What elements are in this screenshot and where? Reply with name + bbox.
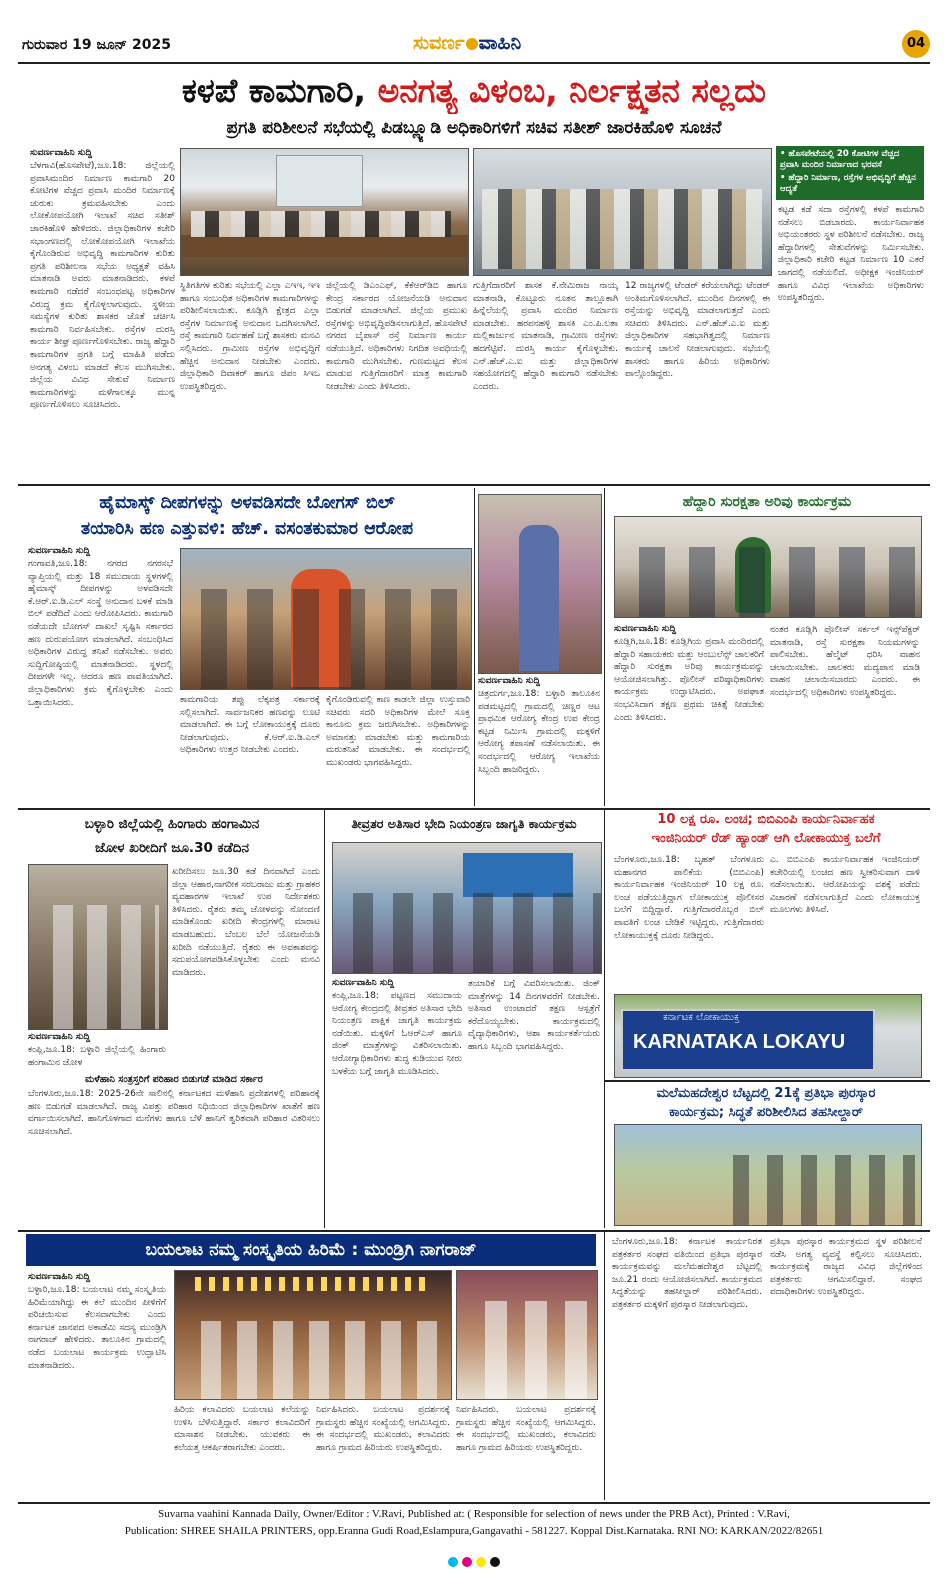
guests-row — [185, 1321, 441, 1399]
story6-headline-line2: ಜೋಳ ಖರೀದಿಗೆ ಜೂ.30 ಕಡೆದಿನ — [95, 840, 249, 856]
brand-sun-icon — [466, 38, 478, 50]
lead-headline-red: ಅನಗತ್ಯ ವಿಳಂಬ, ನಿರ್ಲಕ್ಷ್ಯತನ ಸಲ್ಲದು — [377, 71, 766, 110]
registration-marks — [18, 1552, 930, 1566]
story9-col-1: ಬಳ್ಳಾರಿ,ಜೂ.18: ಬಯಲಾಟ ನಮ್ಮ ಸಂಸ್ಕೃತಿಯ ಹಿರಿಮೆಯಾಗಿದ್ದು ಈ ಕಲೆ ಮುಂದಿನ ಪೀಳಿಗೆಗೆ ಪರಿಚಯಿಸುವ ಕೆಲಸವಾಗಬೇಕು ಎಂದು ಕರ್ನಾಟಕ ಜಾನಪದ ಅಕಾಡೆಮಿ ಸದಸ್ಯ ಮುಂಡ್ರಿಗಿ ನಾಗರಾಜ್ ಹೇಳಿದರು. ತಾಲೂಕಿನ ಗ್ರಾಮದಲ್ಲಿ ನಡೆದ ಬಯಲಾಟ ಕಾರ್ಯಕ್ರಮ ಉದ್ಘಾಟಿಸಿ ಮಾತನಾಡಿದರು. — [28, 1285, 166, 1371]
story6-headline — [24, 812, 320, 860]
story9-dateline: ಸುವರ್ಣವಾಹಿನಿ ಸುದ್ದಿ — [28, 1272, 91, 1282]
banner — [463, 853, 573, 897]
crowd-figures — [181, 589, 471, 689]
highlight-line-2: • ಹೆದ್ದಾರಿ ನಿರ್ಮಾಣ, ರಸ್ತೆಗಳ ಅಭಿವೃದ್ಧಿಗೆ ಹೆಚ್ಚಿನ ಆದ್ಯತೆ — [780, 173, 916, 194]
story4-photo — [614, 516, 922, 618]
story8-photo — [614, 1124, 922, 1226]
lead-headline-black: ಕಳಪೆ ಕಾಮಗಾರಿ, — [182, 71, 367, 110]
story3-text: ಚಿತ್ರದುರ್ಗ,ಜೂ.18: ಬಳ್ಳಾರಿ ತಾಲೂಕಿನ ಪಡಮಟ್ಟದಲ್ಲಿ ಗ್ರಾಮದಲ್ಲಿ ಚಿಣ್ಣರ ಆಟ ಪ್ರಾಥಮಿಕ ಆರೋಗ್ಯ ಕೇಂದ್ರ ಉಪ ಕೇಂದ್ರ ಕಟ್ಟಡ ನಿರ್ಮಿಸಿ ಗ್ರಾಮದಲ್ಲಿ ಮಕ್ಕಳಿಗೆ ಆರೋಗ್ಯ ತಪಾಸಣೆ ನಡೆಸಲಾಯಿತು. ಈ ಸಂದರ್ಭದಲ್ಲಿ ಆರೋಗ್ಯ ಇಲಾಖೆಯ ಸಿಬ್ಬಂದಿ ಹಾಜರಿದ್ದರು. — [478, 689, 600, 775]
lead-photo-meeting-2 — [473, 148, 772, 276]
story9-headline: ಬಯಲಾಟ ನಮ್ಮ ಸಂಸ್ಕೃತಿಯ ಹಿರಿಮೆ : ಮುಂಡ್ರಿಗಿ ನಾಗರಾಜ್ — [145, 1240, 477, 1260]
officials-row — [191, 211, 451, 237]
reg-mark-yellow — [476, 1557, 486, 1567]
brand-right: ವಾಹಿನಿ — [478, 32, 522, 54]
story5-headline-line2: ಇಂಜಿನಿಯರ್ ರೆಡ್ ಹ್ಯಾಂಡ್ ಆಗಿ ಲೋಕಾಯುಕ್ತ ಬಲೆಗೆ — [651, 831, 881, 846]
lead-dateline: ಸುವರ್ಣವಾಹಿನಿ ಸುದ್ದಿ — [30, 148, 93, 158]
lead-col-3: ಜಿಲ್ಲೆಯಲ್ಲಿ ಡಿಎಂಎಫ್, ಕೆಕೆಆರ್‌ಡಿಬಿ ಹಾಗೂ ಕೇಂದ್ರ ಸರ್ಕಾರದ ಯೋಜನೆಯಡಿ ಅನುದಾನ ಬಿಡುಗಡೆ ಮಾಡಲಾಗಿದೆ. ಜಿಲ್ಲೆಯ ಪ್ರಮುಖ ರಸ್ತೆಗಳನ್ನು ಅಭಿವೃದ್ಧಿಪಡಿಸಲಾಗುತ್ತಿದೆ. ಹೊಸಪೇಟೆ ನಗರದ ಬೈಪಾಸ್ ರಸ್ತೆ ನಿರ್ಮಾಣ ಕಾರ್ಯ ನಡೆಯುತ್ತಿದೆ. ಅಧಿಕಾರಿಗಳು ನಿಗದಿತ ಅವಧಿಯಲ್ಲಿ ಕಾಮಗಾರಿ ಮುಗಿಸಬೇಕು. ಗುಣಮಟ್ಟದ ಕೆಲಸ ಮಾಡುವ ಗುತ್ತಿಗೆದಾರರಿಗೆ ಮಾತ್ರ ಕಾಮಗಾರಿ ನೀಡಬೇಕು ಎಂದು ತಿಳಿಸಿದರು. — [326, 281, 467, 392]
story3-dateline: ಸುವರ್ಣವಾಹಿನಿ ಸುದ್ದಿ — [478, 676, 541, 686]
lead-col-5: 12 ರಾಜ್ಯಗಳಲ್ಲಿ ಟೆಂಡರ್ ಕರೆಯಲಾಗಿದ್ದು ಟೆಂಡರ್ ಅಂತಿಮಗೊಳಿಸಲಾಗಿದೆ. ಮುಂದಿನ ದಿನಗಳಲ್ಲಿ ಈ ರಸ್ತೆಯನ್ನು ಅಭಿವೃದ್ಧಿ ಮಾಡಲಾಗುತ್ತದೆ ಎಂದು ಸಚಿವರು ತಿಳಿಸಿದರು. ಎನ್.ಹೆಚ್.ಎ.ಐ ಮತ್ತು ಜಿಲ್ಲಾಧಿಕಾರಿಗಳ ಸಹಭಾಗಿತ್ವದಲ್ಲಿ ನಿರ್ಮಾಣ ಕಾರ್ಯಕ್ಕೆ ಚಾಲನೆ ನೀಡಲಾಗುವುದು. ಸಭೆಯಲ್ಲಿ ಶಾಸಕರು ಹಾಗೂ ಹಿರಿಯ ಅಧಿಕಾರಿಗಳು ಪಾಲ್ಗೊಂಡಿದ್ದರು. — [625, 281, 770, 380]
story5-col-2: ಎ. ಬಿಬಿಎಂಪಿ ಕಾರ್ಯನಿರ್ವಾಹಕ ಇಂಜಿನಿಯರ್ ಕಚೇರಿಯಲ್ಲಿ ಲಂಚದ ಹಣ ಸ್ವೀಕರಿಸುವಾಗ ದಾಳಿ ನಡೆಸಲಾಯಿತು. ಆರೋಪಿಯನ್ನು ವಶಕ್ಕೆ ಪಡೆದು ವಿಚಾರಣೆ ನಡೆಸಲಾಗುತ್ತಿದೆ ಎಂದು ಲೋಕಾಯುಕ್ತ ಮೂಲಗಳು ತಿಳಿಸಿವೆ. — [770, 855, 920, 916]
footer-line-1: Suvarna vaahini Kannada Daily, Owner/Editor : V.Ravi, Published at: ( Responsible for selection of news under the PRB Act), Printed : V.Ravi, — [158, 1508, 790, 1520]
brand-left: ಸುವರ್ಣ — [413, 32, 465, 54]
audience-rows — [482, 189, 762, 269]
story8-headline — [608, 1084, 924, 1122]
story6-caption: ಕಂಪ್ಲಿ,ಜೂ.18: ಬಳ್ಳಾರಿ ಜಿಲ್ಲೆಯಲ್ಲಿ ಹಿಂಗಾರು ಹಂಗಾಮಿನ ಜೋಳ — [28, 1045, 166, 1068]
story9-col-4: ಬೆಂಗಳೂರು,ಜೂ.18: ಕರ್ನಾಟಕ ಕಾರ್ಯನಿರತ ಪತ್ರಕರ್ತರ ಸಂಘದ ವತಿಯಿಂದ ಪ್ರತಿಭಾ ಪುರಸ್ಕಾರ ಕಾರ್ಯಕ್ರಮವನ್ನು ಮಲೆಮಹದೇಶ್ವರ ಬೆಟ್ಟದಲ್ಲಿ ಜೂ.21 ರಂದು ಆಯೋಜಿಸಲಾಗಿದೆ. ಕಾರ್ಯಕ್ರಮದ ಸಿದ್ಧತೆಯನ್ನು ತಹಸೀಲ್ದಾರ್ ಪರಿಶೀಲಿಸಿದರು. ಪತ್ರಕರ್ತರ ಮಕ್ಕಳಿಗೆ ಪುರಸ್ಕಾರ ನೀಡಲಾಗುವುದು. — [612, 1237, 762, 1310]
story2-headline — [24, 490, 470, 542]
page-number: 04 — [902, 30, 930, 58]
lead-headline — [18, 68, 930, 114]
farmer-figures — [39, 905, 159, 1029]
story9-photo-2 — [456, 1270, 598, 1400]
officers-group — [615, 547, 921, 617]
story3-photo — [478, 494, 602, 674]
reg-mark-black — [490, 1557, 500, 1567]
story7-headline: ತೀವ್ರತರ ಅತಿಸಾರ ಭೇದಿ ನಿಯಂತ್ರಣ ಜಾಗೃತಿ ಕಾರ್ಯಕ್ರಮ — [351, 816, 577, 831]
story9-col-3: ನಿರ್ವಹಿಸಿದರು. ಬಯಲಾಟ ಪ್ರದರ್ಶನಕ್ಕೆ ಗ್ರಾಮಸ್ಥರು ಹೆಚ್ಚಿನ ಸಂಖ್ಯೆಯಲ್ಲಿ ಆಗಮಿಸಿದ್ದರು. ಈ ಸಂದರ್ಭದಲ್ಲಿ ಮುಖಂಡರು, ಕಲಾವಿದರು ಹಾಗೂ ಗ್ರಾಮದ ಹಿರಿಯರು ಉಪಸ್ಥಿತರಿದ್ದರು. — [316, 1405, 450, 1453]
story7-col-2: ತಯಾರಿಕೆ ಬಗ್ಗೆ ವಿವರಿಸಲಾಯಿತು. ಜಿಂಕ್ ಮಾತ್ರೆಗಳನ್ನು 14 ದಿನಗಳವರೆಗೆ ನೀಡಬೇಕು. ಅತಿಸಾರ ಉಂಟಾದರೆ ತಕ್ಷಣ ಆಸ್ಪತ್ರೆಗೆ ಕರೆದೊಯ್ಯಬೇಕು. ಕಾರ್ಯಕ್ರಮದಲ್ಲಿ ವೈದ್ಯಾಧಿಕಾರಿಗಳು, ಆಶಾ ಕಾರ್ಯಕರ್ತೆಯರು ಹಾಗೂ ಸಿಬ್ಬಂದಿ ಭಾಗವಹಿಸಿದ್ದರು. — [468, 979, 600, 1052]
story9-col-3b: ನಿರ್ವಹಿಸಿದರು. ಬಯಲಾಟ ಪ್ರದರ್ಶನಕ್ಕೆ ಗ್ರಾಮಸ್ಥರು ಹೆಚ್ಚಿನ ಸಂಖ್ಯೆಯಲ್ಲಿ ಆಗಮಿಸಿದ್ದರು. ಈ ಸಂದರ್ಭದಲ್ಲಿ ಮುಖಂಡರು, ಕಲಾವಿದರು ಹಾಗೂ ಗ್ರಾಮದ ಹಿರಿಯರು ಉಪಸ್ಥಿತರಿದ್ದರು. — [456, 1405, 596, 1453]
story9-col-2: ಹಿರಿಯ ಕಲಾವಿದರು ಬಯಲಾಟ ಕಲೆಯನ್ನು ಉಳಿಸಿ ಬೆಳೆಸುತ್ತಿದ್ದಾರೆ. ಸರ್ಕಾರ ಕಲಾವಿದರಿಗೆ ಮಾಸಾಶನ ನೀಡಬೇಕು. ಯುವಕರು ಈ ಕಲೆಯತ್ತ ಆಕರ್ಷಿತರಾಗಬೇಕು ಎಂದರು. — [174, 1405, 310, 1453]
lead-col-1: ಬೆಳಗಾವಿ(ಹೊಸಪೇಟೆ),ಜೂ.18: ಜಿಲ್ಲೆಯಲ್ಲಿ ಪ್ರವಾಸಿಮಂದಿರ ನಿರ್ಮಾಣ ಕಾಮಗಾರಿ 20 ಕೋಟಿಗಳ ವೆಚ್ಚದ ಪ್ರವಾಸಿ ಮಂದಿರ ನಿರ್ಮಾಣಕ್ಕೆ ಚುರುಕು ಕ್ರಮವಹಿಸಬೇಕು ಎಂದು ಲೋಕೋಪಯೋಗಿ ಇಲಾಖೆ ಸಚಿವ ಸತೀಶ್ ಜಾರಕಿಹೊಳಿ ಹೇಳಿದರು. ಜಿಲ್ಲಾಧಿಕಾರಿಗಳ ಕಚೇರಿ ಸಭಾಂಗಣದಲ್ಲಿ ಲೋಕೋಪಯೋಗಿ ಇಲಾಖೆಯ ಕೈಗೊಂಡಿರುವ ಅಭಿವೃದ್ಧಿ ಕಾಮಗಾರಿಗಳ ಕುರಿತು ಪ್ರಗತಿ ಪರಿಶೀಲನಾ ಸಭೆಯ ಅಧ್ಯಕ್ಷತೆ ವಹಿಸಿ ಮಾತನಾಡಿ ಅವರು ಮಾತನಾಡಿದರು. ಕಳಪೆ ಕಾಮಗಾರಿ ನಡೆದರೆ ಸಂಬಂಧಪಟ್ಟ ಅಧಿಕಾರಿಗಳ ವಿರುದ್ಧ ಕ್ರಮ ಕೈಗೊಳ್ಳಲಾಗುವುದು. ಸ್ಥಳೀಯ ಸಮಸ್ಯೆಗಳ ಕುರಿತು ಶಾಸಕರ ಜೊತೆ ಚರ್ಚಿಸಿ ಕಾಮಗಾರಿ ನಿರ್ವಹಿಸಬೇಕು. ರಸ್ತೆಗಳ ದುರಸ್ತಿ ಕಾರ್ಯ ಶೀಘ್ರ ಪೂರ್ಣಗೊಳಿಸಬೇಕು. ರಾಜ್ಯ ಹೆದ್ದಾರಿ ಕಾಮಗಾರಿಗಳ ಪ್ರಗತಿ ಬಗ್ಗೆ ಮಾಹಿತಿ ಪಡೆದು ಅನಗತ್ಯ ವಿಳಂಬ ಮಾಡದೆ ಕೆಲಸ ಮುಗಿಸಬೇಕು. ಜಿಲ್ಲೆಯ ವಿವಿಧ ಸೇತುವೆ ನಿರ್ಮಾಣ ಕಾಮಗಾರಿಗಳನ್ನು ಮಳೆಗಾಲಕ್ಕೂ ಮುನ್ನ ಪೂರ್ಣಗೊಳಿಸಲು ಸೂಚಿಸಿದರು. — [30, 161, 175, 411]
footer — [18, 1506, 930, 1544]
sign-text-kannada: ಕರ್ನಾಟಕ ಲೋಕಾಯುಕ್ತ — [663, 1012, 740, 1023]
sign-text-english: KARNATAKA LOKAYU — [633, 1031, 846, 1053]
lead-col-6: ಕಟ್ಟಡ ಕಡೆ ಸದಾ ರಸ್ತೆಗಳಲ್ಲಿ ಕಳಪೆ ಕಾಮಗಾರಿ ನಡೆಸಲು ಬಿಡಬಾರದು. ಕಾರ್ಯನಿರ್ವಾಹಕ ಅಭಿಯಂತರರು ಸ್ಥಳ ಪರಿಶೀಲನೆ ನಡೆಸಬೇಕು. ರಾಜ್ಯ ಹೆದ್ದಾರಿಗಳಲ್ಲಿ ಸೇತುವೆಗಳನ್ನು ನಿರ್ಮಿಸಬೇಕು. ಜಿಲ್ಲಾಧಿಕಾರಿ ಕಚೇರಿ ಕಟ್ಟಡ ನಿರ್ಮಾಣ 10 ಎಕರೆ ಜಾಗದಲ್ಲಿ ನಡೆಯಲಿದೆ. ಅಧೀಕ್ಷಕ ಇಂಜಿನಿಯರ್ ಹಾಗೂ ವಿವಿಧ ಇಲಾಖೆಯ ಅಧಿಕಾರಿಗಳು ಉಪಸ್ಥಿತರಿದ್ದರು. — [778, 205, 924, 304]
performers — [467, 1301, 587, 1399]
story6-dateline: ಸುವರ್ಣವಾಹಿನಿ ಸುದ್ದಿ — [28, 1032, 91, 1042]
story8-headline-line1: ಮಲೆಮಹದೇಶ್ವರ ಬೆಟ್ಟದಲ್ಲಿ 21ಕ್ಕೆ ಪ್ರತಿಭಾ ಪುರಸ್ಕಾರ — [656, 1086, 876, 1101]
lokayukta-sign-photo — [614, 994, 922, 1078]
stage-lights — [195, 1277, 431, 1291]
story2-col-2: ಕಾಮಗಾರಿಯ ತಪ್ಪು ಲೆಕ್ಕಪತ್ರ ಸರ್ಕಾರಕ್ಕೆ ಸಲ್ಲಿಸಲಾಗಿದೆ. ಸಾರ್ವಜನಿಕರ ಹಣವನ್ನು ಲೂಟಿ ಮಾಡಲಾಗಿದೆ. ಈ ಬಗ್ಗೆ ಲೋಕಾಯುಕ್ತಕ್ಕೆ ದೂರು ನೀಡಲಾಗುವುದು. ಕೆ.ಆರ್.ಐ.ಡಿ.ಎಲ್ ಅಧಿಕಾರಿಗಳು ಉತ್ತರ ನೀಡಬೇಕು ಎಂದರು. — [180, 695, 320, 756]
staff-group — [333, 893, 601, 973]
masthead — [18, 30, 930, 62]
story6-sub-text: ಬೆಂಗಳೂರು,ಜೂ.18: 2025-26ನೇ ಸಾಲಿನಲ್ಲಿ ಕರ್ನಾಟಕದ ಮಳೆಹಾನಿ ಪ್ರದೇಶಗಳಲ್ಲಿ ಪರಿಹಾರಕ್ಕೆ ಹಣ ಬಿಡುಗಡೆ ಮಾಡಲಾಗಿದೆ. ರಾಜ್ಯ ವಿಪತ್ತು ಪರಿಹಾರ ನಿಧಿಯಿಂದ ಜಿಲ್ಲಾಧಿಕಾರಿಗಳ ಖಾತೆಗೆ ಹಣ ವರ್ಗಾಯಿಸಲಾಗಿದೆ. ಹಾನಿಗೊಳಗಾದ ಮನೆಗಳು ಹಾಗೂ ಬೆಳೆ ಹಾನಿಗೆ ತ್ವರಿತವಾಗಿ ಪರಿಹಾರ ವಿತರಿಸಲು ಸೂಚಿಸಲಾಗಿದೆ. — [28, 1089, 320, 1137]
story8-headline-line2: ಕಾರ್ಯಕ್ರಮ; ಸಿದ್ಧತೆ ಪರಿಶೀಲಿಸಿದ ತಹಸೀಲ್ದಾರ್ — [669, 1105, 863, 1120]
story6-photo — [28, 864, 168, 1030]
story7-col-1: ಕಂಪ್ಲಿ,ಜೂ.18: ಪಟ್ಟಣದ ಸಮುದಾಯ ಆರೋಗ್ಯ ಕೇಂದ್ರದಲ್ಲಿ ತೀವ್ರತರ ಅತಿಸಾರ ಭೇದಿ ನಿಯಂತ್ರಣ ಪಾಕ್ಷಿಕ ಜಾಗೃತಿ ಕಾರ್ಯಕ್ರಮ ನಡೆಯಿತು. ಮಕ್ಕಳಿಗೆ ಓಆರ್‌ಎಸ್ ಹಾಗೂ ಜಿಂಕ್ ಮಾತ್ರೆಗಳನ್ನು ವಿತರಿಸಲಾಯಿತು. ಆರೋಗ್ಯಾಧಿಕಾರಿಗಳು ಶುದ್ಧ ಕುಡಿಯುವ ನೀರು ಬಳಕೆಯ ಬಗ್ಗೆ ಜಾಗೃತಿ ಮೂಡಿಸಿದರು. — [332, 991, 462, 1077]
lead-col-4: ಗುತ್ತಿಗೆದಾರರಿಗೆ ಶಾಸಕ ಕೆ.ನೇಮಿರಾಜ ನಾಯ್ಕ ಮಾತನಾಡಿ, ಕೊಟ್ಟೂರು ನೂತನ ತಾಲ್ಲೂಕಾಗಿ ಹಿನ್ನೆಲೆಯಲ್ಲಿ ಪ್ರವಾಸಿ ಮಂದಿರ ನಿರ್ಮಾಣ ಮಾಡಬೇಕು. ಹರಪನಹಳ್ಳಿ ಶಾಸಕಿ ಎಂ.ಪಿ.ಲತಾ ಮಲ್ಲಿಕಾರ್ಜುನ ಮಾತನಾಡಿ, ಗ್ರಾಮೀಣ ರಸ್ತೆಗಳು ಹದಗೆಟ್ಟಿವೆ. ದುರಸ್ತಿ ಕಾರ್ಯ ಕೈಗೊಳ್ಳಬೇಕು. ಎನ್.ಹೆಚ್.ಎ.ಐ ಮತ್ತು ಜಿಲ್ಲಾಧಿಕಾರಿಗಳ ಸಹಯೋಗದಲ್ಲಿ ಹೆದ್ದಾರಿ ಕಾಮಗಾರಿ ನಡೆಸಬೇಕು ಎಂದರು. — [473, 281, 618, 392]
story9-col-5: ಪ್ರತಿಭಾ ಪುರಸ್ಕಾರ ಕಾರ್ಯಕ್ರಮದ ಸ್ಥಳ ಪರಿಶೀಲನೆ ನಡೆಸಿ ಅಗತ್ಯ ವ್ಯವಸ್ಥೆ ಕಲ್ಪಿಸಲು ಸೂಚಿಸಿದರು. ಕಾರ್ಯಕ್ರಮಕ್ಕೆ ರಾಜ್ಯದ ವಿವಿಧ ಜಿಲ್ಲೆಗಳಿಂದ ಪತ್ರಕರ್ತರು ಆಗಮಿಸಲಿದ್ದಾರೆ. ಸಂಘದ ಪದಾಧಿಕಾರಿಗಳು ಉಪಸ್ಥಿತರಿದ್ದರು. — [770, 1237, 922, 1298]
story4-dateline: ಸುವರ್ಣವಾಹಿನಿ ಸುದ್ದಿ — [614, 624, 677, 634]
story7-dateline: ಸುವರ್ಣವಾಹಿನಿ ಸುದ್ದಿ — [332, 978, 395, 988]
issue-date: ಗುರುವಾರ 19 ಜೂನ್ 2025 — [22, 37, 171, 53]
meeting-table — [181, 235, 468, 257]
story9-headline-banner — [26, 1234, 596, 1266]
story4-col-2: ನಂತರ ಕೂಡ್ಲಿಗಿ ಪೊಲೀಸ್ ಸರ್ಕಲ್ ಇನ್ಸ್‌ಪೆಕ್ಟರ್ ಮಾತನಾಡಿ, ರಸ್ತೆ ಸುರಕ್ಷತಾ ನಿಯಮಗಳನ್ನು ಪಾಲಿಸಬೇಕು. ಹೆಲ್ಮೆಟ್ ಧರಿಸಿ ವಾಹನ ಚಲಾಯಿಸಬೇಕು. ಚಾಲಕರು ಮದ್ಯಪಾನ ಮಾಡಿ ವಾಹನ ಚಲಾಯಿಸಬಾರದು ಎಂದರು. ಈ ಸಂದರ್ಭದಲ್ಲಿ ಅಧಿಕಾರಿಗಳು ಉಪಸ್ಥಿತರಿದ್ದರು. — [770, 625, 920, 698]
story9-photo-1 — [174, 1270, 452, 1400]
lokayukta-sign-board — [621, 1009, 875, 1071]
reg-mark-magenta — [462, 1557, 472, 1567]
reg-mark-cyan — [448, 1557, 458, 1567]
story4-col-1: ಕೂಡ್ಲಿಗಿ,ಜೂ.18: ಕೂಡ್ಲಿಗಿಯ ಪ್ರವಾಸಿ ಮಂದಿರದಲ್ಲಿ ಹೆದ್ದಾರಿ ಸಹಾಯಕರು ಮತ್ತು ಆಂಬುಲೆನ್ಸ್ ಚಾಲಕರಿಗೆ ಹೆದ್ದಾರಿ ಸುರಕ್ಷತಾ ಅರಿವು ಕಾರ್ಯಕ್ರಮವನ್ನು ಆಯೋಜಿಸಲಾಗಿತ್ತು. ಪೊಲೀಸ್ ವರಿಷ್ಠಾಧಿಕಾರಿಗಳು ಕಾರ್ಯಕ್ರಮ ಉದ್ಘಾಟಿಸಿದರು. ಅಪಘಾತ ಸಂಭವಿಸಿದಾಗ ತಕ್ಷಣ ಪ್ರಥಮ ಚಿಕಿತ್ಸೆ ನೀಡಬೇಕು ಎಂದು ತಿಳಿಸಿದರು. — [614, 637, 764, 723]
footer-line-2: Publication: SHREE SHAILA PRINTERS, opp.Eranna Gudi Road,Eslampura,Gangavathi - 581227. Koppal Dist.Karnataka. RNI NO: KARKAN/2022/82651 — [124, 1525, 824, 1537]
story2-col-3: ಕೈಗೊಂಡಿರುವಲ್ಲಿ ಕಾಣ ಕಾಡಲೇ ಜಿಲ್ಲಾ ಉಸ್ತುವಾರಿ ಸಚಿವರು ಸದರಿ ಅಧಿಕಾರಿಗಳ ಮೇಲೆ ಸೂಕ್ತ ಕಾನೂನು ಕ್ರಮ ಜರುಗಿಸಬೇಕು. ಅಧಿಕಾರಿಗಳನ್ನು ಅಮಾನತ್ತು ಮಾಡಬೇಕು ಮತ್ತು ಕಾಮಗಾರಿಯ ಮರುತನಿಖೆ ಮಾಡಬೇಕು. ಈ ಸಂದರ್ಭದಲ್ಲಿ ಮುಖಂಡರು ಭಾಗವಹಿಸಿದ್ದರು. — [326, 695, 470, 768]
story4-headline: ಹೆದ್ದಾರಿ ಸುರಕ್ಷತಾ ಅರಿವು ಕಾರ್ಯಕ್ರಮ — [682, 494, 852, 510]
story6-headline-line1: ಬಳ್ಳಾರಿ ಜಿಲ್ಲೆಯಲ್ಲಿ ಹಿಂಗಾರು ಹಂಗಾಮಿನ — [84, 816, 260, 832]
lead-highlight-box — [776, 146, 924, 200]
lead-col-2: ಸ್ಥಿತಿಗತಿಗಳ ಕುರಿತು ಸಭೆಯಲ್ಲಿ ಎಲ್ಲಾ ಎಇಇ, ಇಇ ಹಾಗೂ ಸಂಬಂಧಿತ ಅಧಿಕಾರಿಗಳ ಕಾಮಗಾರಿಗಳನ್ನು ಪರಿಶೀಲಿಸಲಾಯಿತು. ಕೂಡ್ಲಿಗಿ ಕ್ಷೇತ್ರದ ಎಲ್ಲಾ ರಸ್ತೆಗಳ ನಿರ್ಮಾಣಕ್ಕೆ ಅನುದಾನ ಒದಗಿಸಲಾಗಿದೆ. ರಸ್ತೆ ಕಾಮಗಾರಿ ನಿರ್ವಹಣೆ ಬಗ್ಗೆ ಶಾಸಕರು ಮನವಿ ಸಲ್ಲಿಸಿದರು. ಗ್ರಾಮೀಣ ರಸ್ತೆಗಳ ಅಭಿವೃದ್ಧಿಗೆ ಹೆಚ್ಚಿನ ಅನುದಾನ ನೀಡಬೇಕು ಎಂದರು. ಜಿಲ್ಲಾಧಿಕಾರಿ ದಿವಾಕರ್ ಹಾಗೂ ಜಿಪಂ ಸಿಇಒ ಉಪಸ್ಥಿತರಿದ್ದರು. — [180, 281, 320, 392]
projector-screen — [276, 155, 363, 207]
woman-figure — [519, 525, 559, 671]
story6-subhead: ಮಳೆಹಾನಿ ಸಂತ್ರಸ್ತರಿಗೆ ಪರಿಹಾರ ಬಿಡುಗಡೆ ಮಾಡಿದ ಸರ್ಕಾರ — [85, 1074, 263, 1085]
story2-headline-line2: ತಯಾರಿಸಿ ಹಣ ಎತ್ತುವಳಿ: ಹೆಚ್. ವಸಂತಕುಮಾರ ಆರೋಪ — [80, 519, 414, 539]
lead-subhead: ಪ್ರಗತಿ ಪರಿಶೀಲನೆ ಸಭೆಯಲ್ಲಿ ಪಿಡಬ್ಲ್ಯೂಡಿ ಅಧಿಕಾರಿಗಳಿಗೆ ಸಚಿವ ಸತೀಶ್ ಜಾರಕಿಹೊಳಿ ಸೂಚನೆ — [226, 118, 722, 138]
lead-photo-meeting-1 — [180, 148, 469, 276]
story5-col-1: ಬೆಂಗಳೂರು,ಜೂ.18: ಬೃಹತ್ ಬೆಂಗಳೂರು ಮಹಾನಗರ ಪಾಲಿಕೆಯ (ಬಿಬಿಎಂಪಿ) ಕಾರ್ಯನಿರ್ವಾಹಕ ಇಂಜಿನಿಯರ್ 10 ಲಕ್ಷ ರೂ. ಲಂಚ ಪಡೆಯುತ್ತಿದ್ದಾಗ ಲೋಕಾಯುಕ್ತ ಪೊಲೀಸರ ಬಲೆಗೆ ಬಿದ್ದಿದ್ದಾರೆ. ಗುತ್ತಿಗೆದಾರರೊಬ್ಬರ ಬಿಲ್ ಪಾವತಿಗೆ ಲಂಚ ಬೇಡಿಕೆ ಇಟ್ಟಿದ್ದರು. ಗುತ್ತಿಗೆದಾರರು ಲೋಕಾಯುಕ್ತಕ್ಕೆ ದೂರು ನೀಡಿದ್ದರು. — [614, 855, 764, 941]
story2-headline-line1: ಹೈಮಾಸ್ಕ್ ದೀಪಗಳನ್ನು ಅಳವಡಿಸದೇ ಬೋಗಸ್ ಬಿಲ್ — [99, 493, 395, 513]
story7-photo — [332, 842, 602, 974]
masthead-logo — [413, 32, 521, 54]
story2-col-1: ಗಂಗಾವತಿ,ಜೂ.18: ನಗರದ ನಗರಸಭೆ ವ್ಯಾಪ್ತಿಯಲ್ಲಿ ಮತ್ತು 18 ಸಮುದಾಯ ಸ್ಥಳಗಳಲ್ಲಿ ಹೈಮಾಸ್ಕ್ ದೀಪಗಳನ್ನು ಅಳವಡಿಸದೇ ಕೆ.ಆರ್.ಐ.ಡಿ.ಎಲ್ ಸಂಸ್ಥೆ ಅನುದಾನ ಬಳಕೆ ಮಾಡಿ ಬಿಲ್ ಪಡೆದಿದೆ ಎಂದು ಆರೋಪಿಸಿದರು. ಕಾಮಗಾರಿ ನಡೆಯದೇ ಬೋಗಸ್ ದಾಖಲೆ ಸೃಷ್ಟಿಸಿ ಸರ್ಕಾರದ ಹಣ ದುರುಪಯೋಗ ಮಾಡಲಾಗಿದೆ. ಸಂಬಂಧಿಸಿದ ಅಧಿಕಾರಿಗಳ ವಿರುದ್ಧ ತನಿಖೆ ನಡೆಸಬೇಕು. ಅವರು ಸುದ್ದಿಗೋಷ್ಠಿಯಲ್ಲಿ ಮಾತನಾಡಿದರು. ಸ್ಥಳದಲ್ಲಿ ದೀಪಗಳೇ ಇಲ್ಲ. ಆದರೂ ಹಣ ಪಾವತಿಯಾಗಿದೆ. ಜಿಲ್ಲಾಧಿಕಾರಿಗಳು ಕ್ರಮ ಕೈಗೊಳ್ಳಬೇಕು ಎಂದು ಒತ್ತಾಯಿಸಿದರು. — [28, 559, 173, 708]
story2-dateline: ಸುವರ್ಣವಾಹಿನಿ ಸುದ್ದಿ — [28, 546, 91, 556]
highlight-line-1: • ಹೊಸಪೇಟೆಯಲ್ಲಿ 20 ಕೋಟಿಗಳ ವೆಚ್ಚದ ಪ್ರವಾಸಿ ಮಂದಿರ ನಿರ್ಮಾಣದ ಭರವಸೆ — [780, 149, 900, 170]
story6-text: ಖರೀದಿಸಲು ಜೂ.30 ಕಡೆ ದಿನವಾಗಿದೆ ಎಂದು ಜಿಲ್ಲಾ ಆಹಾರ,ನಾಗರೀಕ ಸರಬರಾಜು ಮತ್ತು ಗ್ರಾಹಕರ ವ್ಯವಹಾರಗಳ ಇಲಾಖೆ ಉಪ ನಿರ್ದೇಶಕರು ತಿಳಿಸಿದರು. ರೈತರು ತಮ್ಮ ಜೋಳವನ್ನು ನೋಂದಣಿ ಮಾಡಿಕೊಂಡು ಖರೀದಿ ಕೇಂದ್ರಗಳಲ್ಲಿ ಮಾರಾಟ ಮಾಡಬಹುದು. ಬೆಂಬಲ ಬೆಲೆ ಯೋಜನೆಯಡಿ ಖರೀದಿ ನಡೆಯುತ್ತಿದೆ. ರೈತರು ಈ ಅವಕಾಶವನ್ನು ಸದುಪಯೋಗಪಡಿಸಿಕೊಳ್ಳಬೇಕು ಎಂದು ಮನವಿ ಮಾಡಿದರು. — [172, 867, 320, 978]
story2-photo-group — [180, 548, 472, 690]
officials-on-ground — [715, 1155, 915, 1225]
story5-headline — [608, 810, 924, 850]
story5-headline-line1: 10 ಲಕ್ಷ ರೂ. ಲಂಚ; ಬಿಬಿಎಂಪಿ ಕಾರ್ಯನಿರ್ವಾಹಕ — [657, 812, 875, 827]
